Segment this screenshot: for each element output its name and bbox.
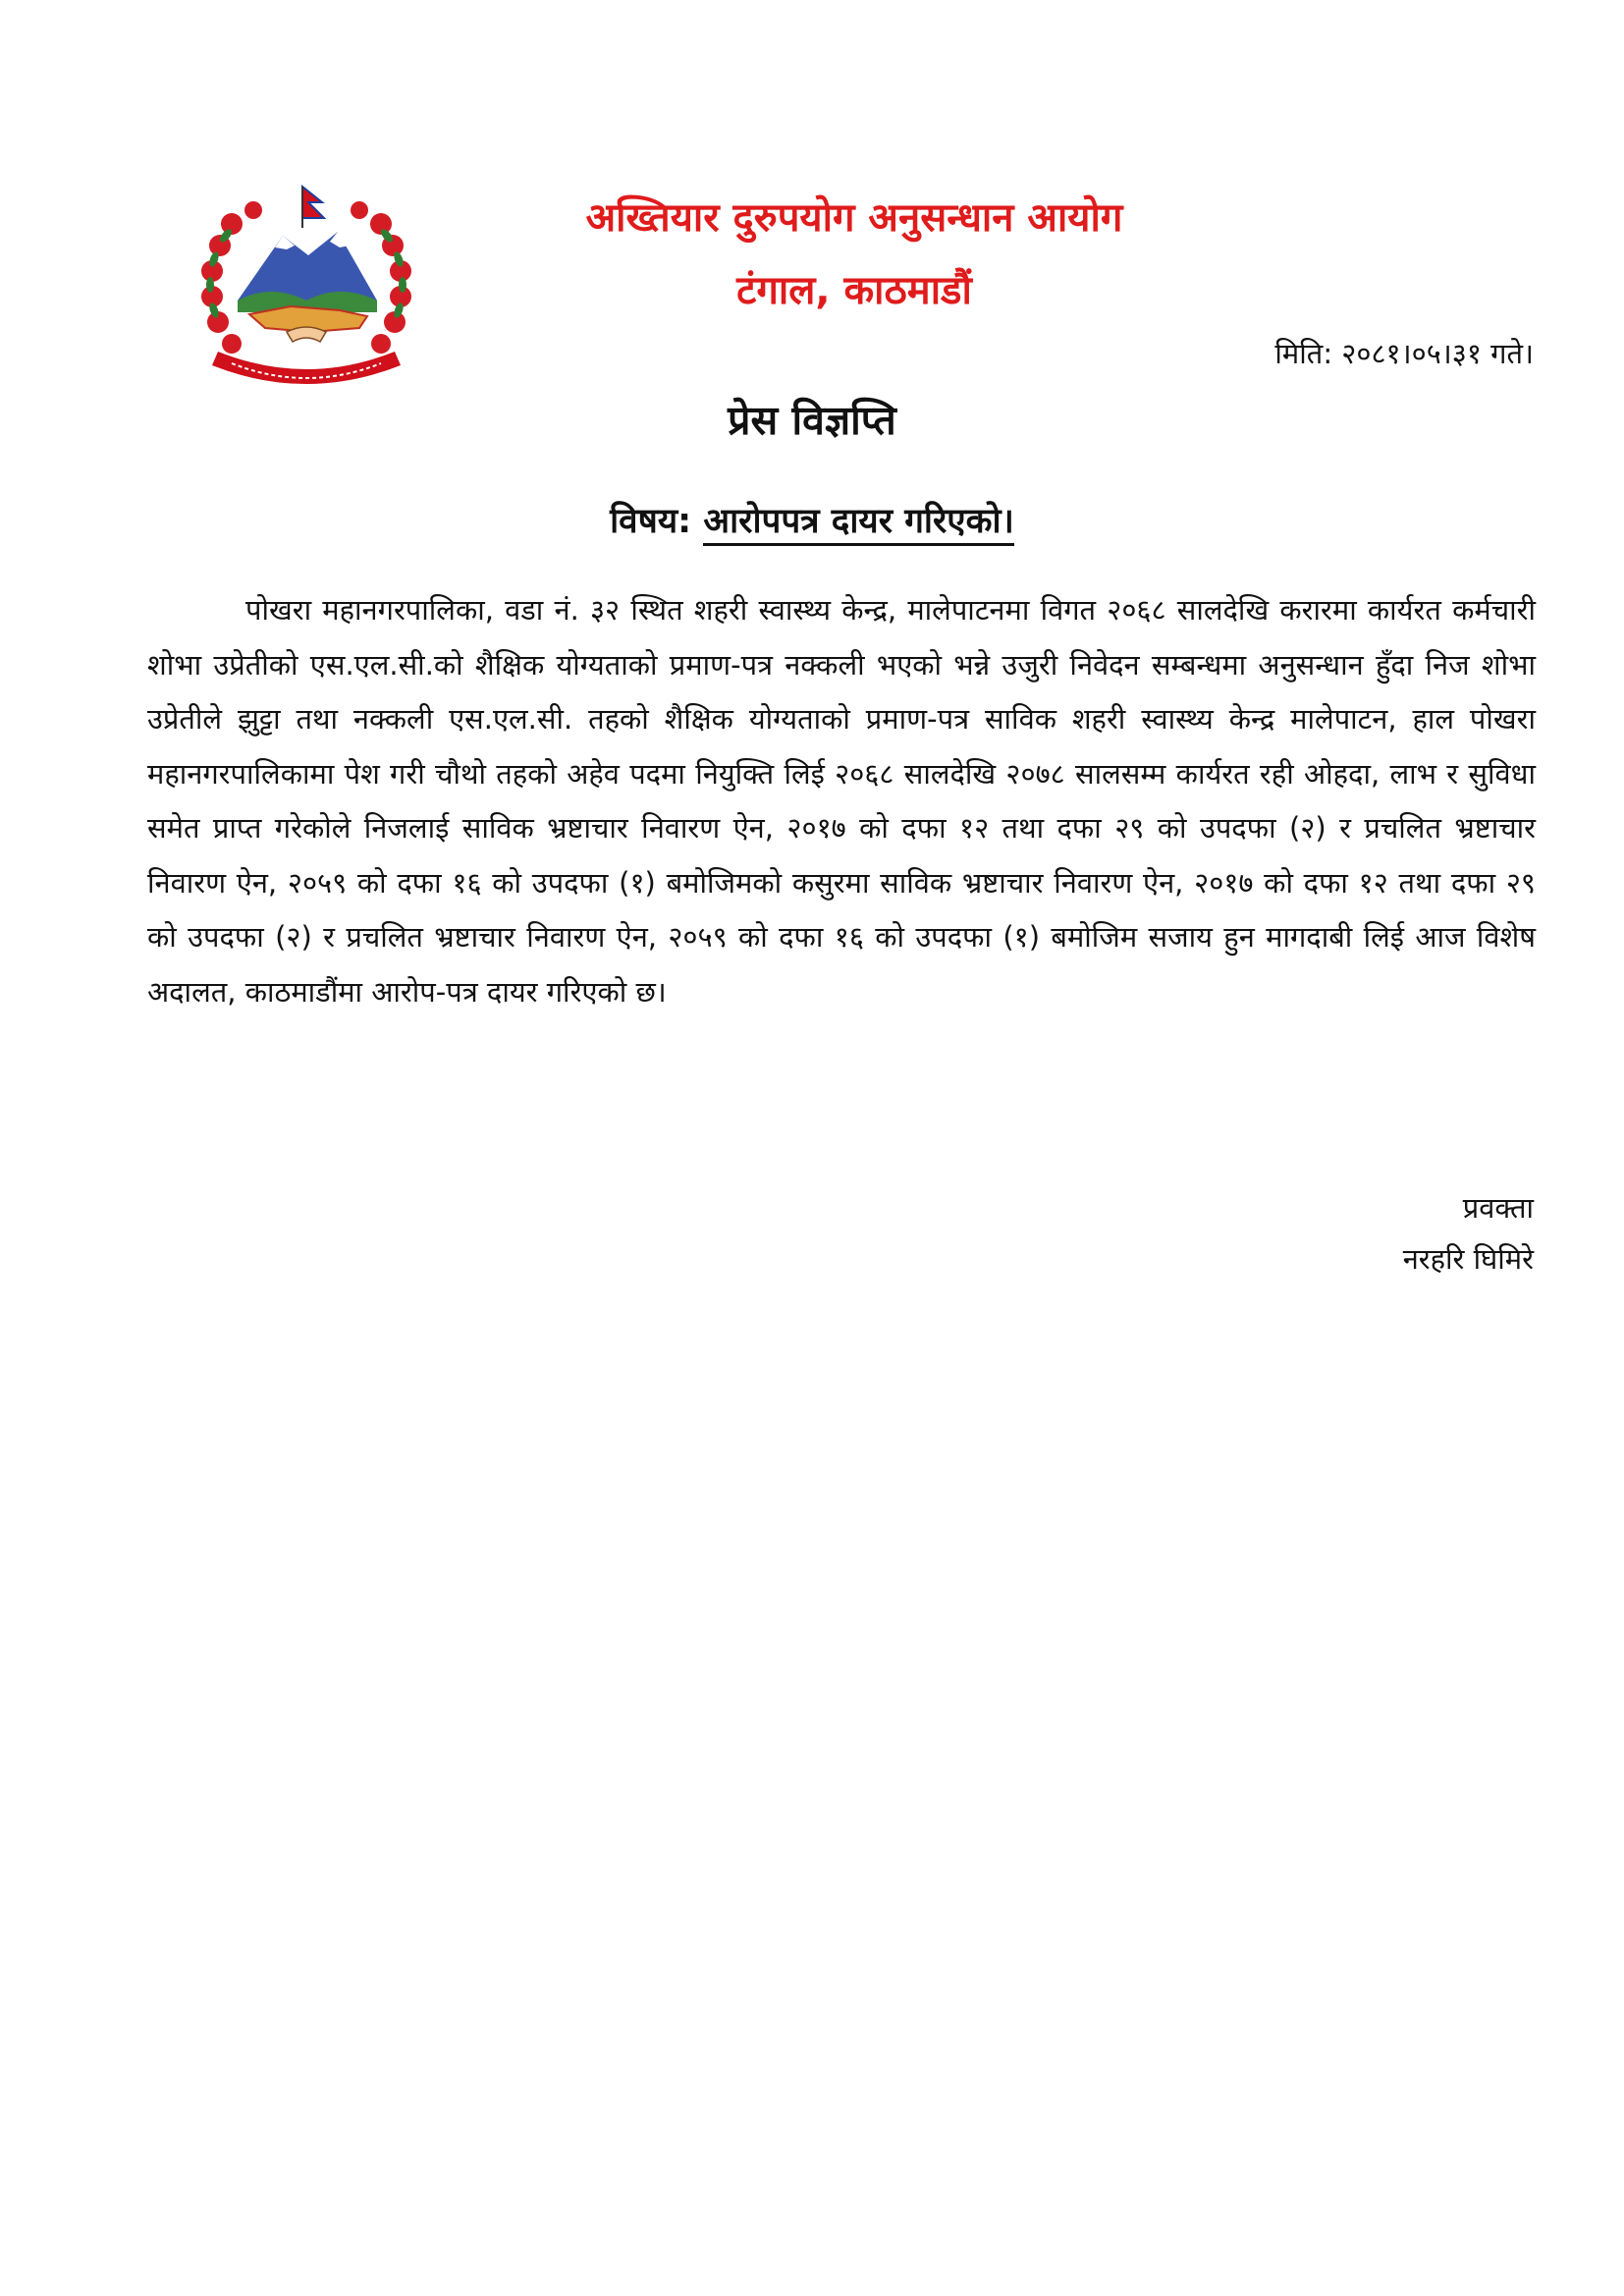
subject-line xyxy=(0,497,1624,546)
nepal-coat-of-arms-icon xyxy=(192,185,420,391)
page-title: प्रेस विज्ञप्ति xyxy=(728,397,896,444)
document-date: मिति: २०८१।०५।३१ गते। xyxy=(1274,337,1534,370)
subject-text: आरोपपत्र दायर गरिएको। xyxy=(703,502,1014,546)
signature-name: नरहरि घिमिरे xyxy=(1402,1242,1534,1276)
organization-location: टंगाल, काठमाडौं xyxy=(736,268,972,313)
subject-label: विषय: xyxy=(610,502,692,541)
signature-block xyxy=(1403,1182,1534,1285)
signature-title: प्रवक्ता xyxy=(1462,1191,1534,1225)
organization-name: अख्तियार दुरुपयोग अनुसन्धान आयोग xyxy=(585,195,1123,241)
body-paragraph: पोखरा महानगरपालिका, वडा नं. ३२ स्थित शहरी स्वास्थ्य केन्द्र, मालेपाटनमा विगत २०६८ सालदेखि करारमा कार्यरत कर्मचारी शोभा उप्रेतीको एस.एल.सी.को शैक्षिक योग्यताको प्रमाण-पत्र नक्कली भएको भन्ने उजुरी निवेदन सम्बन्धमा अनुसन्धान हुँदा निज शोभा उप्रेतीले झुट्टा तथा नक्कली एस.एल.सी. तहको शैक्षिक योग्यताको प्रमाण-पत्र साविक शहरी स्वास्थ्य केन्द्र मालेपाटन, हाल पोखरा महानगरपालिकामा पेश गरी चौथो तहको अहेव पदमा नियुक्ति लिई २०६८ सालदेखि २०७८ सालसम्म कार्यरत रही ओहदा, लाभ र सुविधा समेत प्राप्त गरेकोले निजलाई साविक भ्रष्टाचार निवारण ऐन, २०१७ को दफा १२ तथा दफा २९ को उपदफा (२) र प्रचलित भ्रष्टाचार निवारण ऐन, २०५९ को दफा १६ को उपदफा (१) बमोजिमको कसुरमा साविक भ्रष्टाचार निवारण ऐन, २०१७ को दफा १२ तथा दफा २९ को उपदफा (२) र प्रचलित भ्रष्टाचार निवारण ऐन, २०५९ को दफा १६ को उपदफा (१) बमोजिम सजाय हुन मागदाबी लिई आज विशेष अदालत, काठमाडौंमा आरोप-पत्र दायर गरिएको छ। xyxy=(147,593,1536,1009)
